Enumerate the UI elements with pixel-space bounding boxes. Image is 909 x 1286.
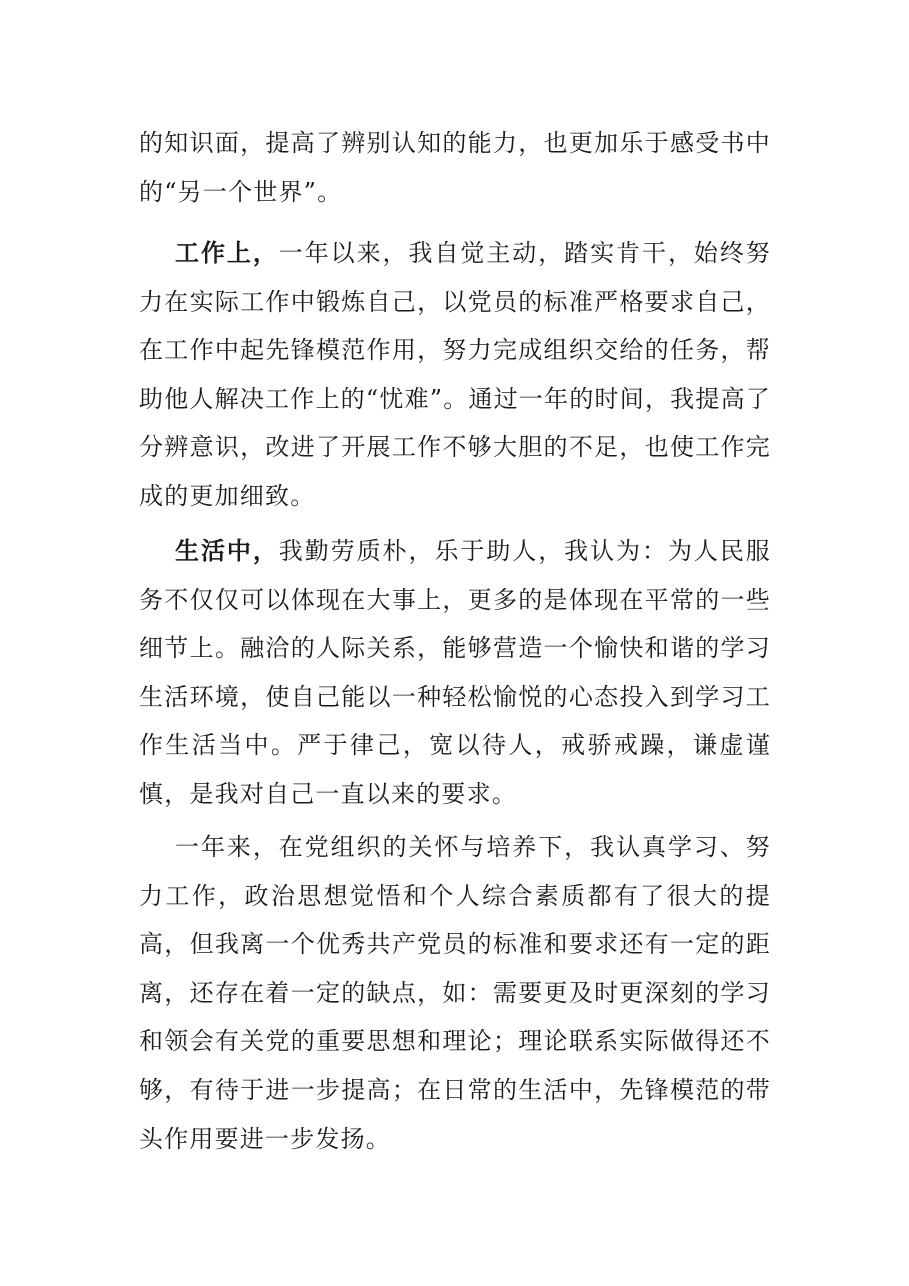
paragraph-text: 我勤劳质朴，乐于助人，我认为：为人民服务不仅仅可以体现在大事上，更多的是体现在平常的一些细节上。融洽的人际关系，能够营造一个愉快和谐的学习生活环境，使自己能以一种轻松愉悦的心态投入到学习工作生活当中。严于律己，宽以待人，戒骄戒躁，谦虚谨慎，是我对自己一直以来的要求。 [139,537,771,808]
paragraph-text: 的知识面，提高了辨别认知的能力，也更加乐于感受书中的“另一个世界”。 [139,129,771,206]
paragraph-work [139,229,771,521]
paragraph-lead-life: 生活中， [175,537,279,565]
paragraph-text: 一年来，在党组织的关怀与培养下，我认真学习、努力工作，政治思想觉悟和个人综合素质都有了很大的提高，但我离一个优秀共产党员的标准和要求还有一定的距离，还存在着一定的缺点，如：需要更及时更深刻的学习和领会有关党的重要思想和理论；理论联系实际做得还不够，有待于进一步提高；在日常的生活中，先锋模范的带头作用要进一步发扬。 [139,833,771,1153]
paragraph-continuation [139,119,771,216]
paragraph-body [139,229,771,521]
paragraph-life [139,527,771,819]
paragraph-lead-work: 工作上， [175,239,279,267]
paragraph-text: 一年以来，我自觉主动，踏实肯干，始终努力在实际工作中锻炼自己，以党员的标准严格要求自己，在工作中起先锋模范作用，努力完成组织交给的任务，帮助他人解决工作上的“忧难”。通过一年的时间，我提高了分辨意识，改进了开展工作不够大胆的不足，也使工作完成的更加细致。 [139,239,771,510]
paragraph-body [139,527,771,819]
paragraph-summary [139,823,771,1163]
